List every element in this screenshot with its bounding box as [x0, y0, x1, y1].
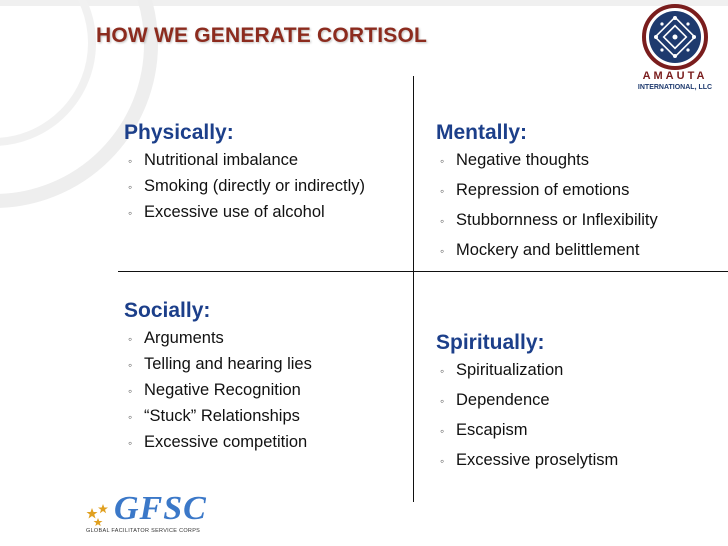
list-item: [436, 450, 726, 470]
horizontal-divider-left: [118, 271, 413, 272]
list-item: [436, 150, 726, 170]
vertical-divider: [413, 76, 414, 502]
list-item-text: Smoking (directly or indirectly): [144, 177, 365, 195]
bullet-icon: ◦: [440, 214, 445, 228]
amauta-emblem-icon: [624, 4, 726, 70]
list-item-text: Negative Recognition: [144, 381, 301, 399]
bullet-icon: ◦: [128, 384, 133, 398]
list-item-text: Excessive proselytism: [456, 451, 619, 469]
bullet-icon: ◦: [128, 154, 133, 168]
amauta-logo: [624, 4, 726, 100]
list-item-text: Spiritualization: [456, 361, 564, 379]
bullet-icon: ◦: [440, 364, 445, 378]
list-item: [124, 432, 404, 452]
list-item: [124, 176, 404, 196]
bullet-icon: ◦: [440, 424, 445, 438]
list-item: [124, 202, 404, 222]
list-item: [436, 420, 726, 440]
quadrant-heading: Mentally:: [436, 121, 528, 144]
bullet-icon: ◦: [128, 332, 133, 346]
list-item-text: Stubbornness or Inflexibility: [456, 211, 658, 229]
list-item: [124, 380, 404, 400]
quadrant-physically: [124, 120, 404, 228]
list-item-text: “Stuck” Relationships: [144, 407, 300, 425]
bullet-icon: ◦: [128, 410, 133, 424]
list-item-text: Excessive competition: [144, 433, 308, 451]
gfsc-logo-name: GFSC: [114, 490, 207, 527]
list-item: [124, 406, 404, 426]
bullet-icon: ◦: [128, 206, 133, 220]
bullet-list: [124, 328, 404, 452]
list-item-text: Escapism: [456, 421, 528, 439]
list-item: [436, 180, 726, 200]
list-item: [436, 210, 726, 230]
bullet-icon: ◦: [128, 436, 133, 450]
bullet-icon: ◦: [440, 244, 445, 258]
bullet-icon: ◦: [440, 154, 445, 168]
list-item: [124, 150, 404, 170]
slide-title: HOW WE GENERATE CORTISOL: [96, 24, 428, 47]
list-item-text: Dependence: [456, 391, 550, 409]
list-item-text: Repression of emotions: [456, 181, 630, 199]
list-item-text: Mockery and belittlement: [456, 241, 640, 259]
list-item-text: Arguments: [144, 329, 224, 347]
horizontal-divider-right: [414, 271, 728, 272]
amauta-logo-name: AMAUTA: [642, 70, 708, 82]
list-item: [436, 360, 726, 380]
list-item: [124, 328, 404, 348]
list-item: [124, 354, 404, 374]
quadrant-spiritually: [436, 330, 726, 480]
list-item: [436, 240, 726, 260]
quadrant-socially: [124, 298, 404, 458]
bullet-list: [436, 360, 726, 470]
bullet-list: [436, 150, 726, 260]
list-item-text: Telling and hearing lies: [144, 355, 312, 373]
bullet-list: [124, 150, 404, 222]
quadrant-heading: Socially:: [124, 299, 211, 322]
list-item: [436, 390, 726, 410]
bullet-icon: ◦: [128, 358, 133, 372]
quadrant-mentally: [436, 120, 726, 270]
quadrant-heading: Physically:: [124, 121, 234, 144]
bullet-icon: ◦: [440, 394, 445, 408]
bullet-icon: ◦: [440, 454, 445, 468]
bullet-icon: ◦: [440, 184, 445, 198]
amauta-logo-subtitle: INTERNATIONAL, LLC: [637, 84, 713, 91]
gfsc-logo-subtitle: GLOBAL FACILITATOR SERVICE CORPS: [86, 528, 201, 534]
list-item-text: Negative thoughts: [456, 151, 590, 169]
quadrant-heading: Spiritually:: [436, 331, 545, 354]
gfsc-logo: [84, 488, 214, 546]
list-item-text: Nutritional imbalance: [144, 151, 299, 169]
bullet-icon: ◦: [128, 180, 133, 194]
list-item-text: Excessive use of alcohol: [144, 203, 325, 221]
